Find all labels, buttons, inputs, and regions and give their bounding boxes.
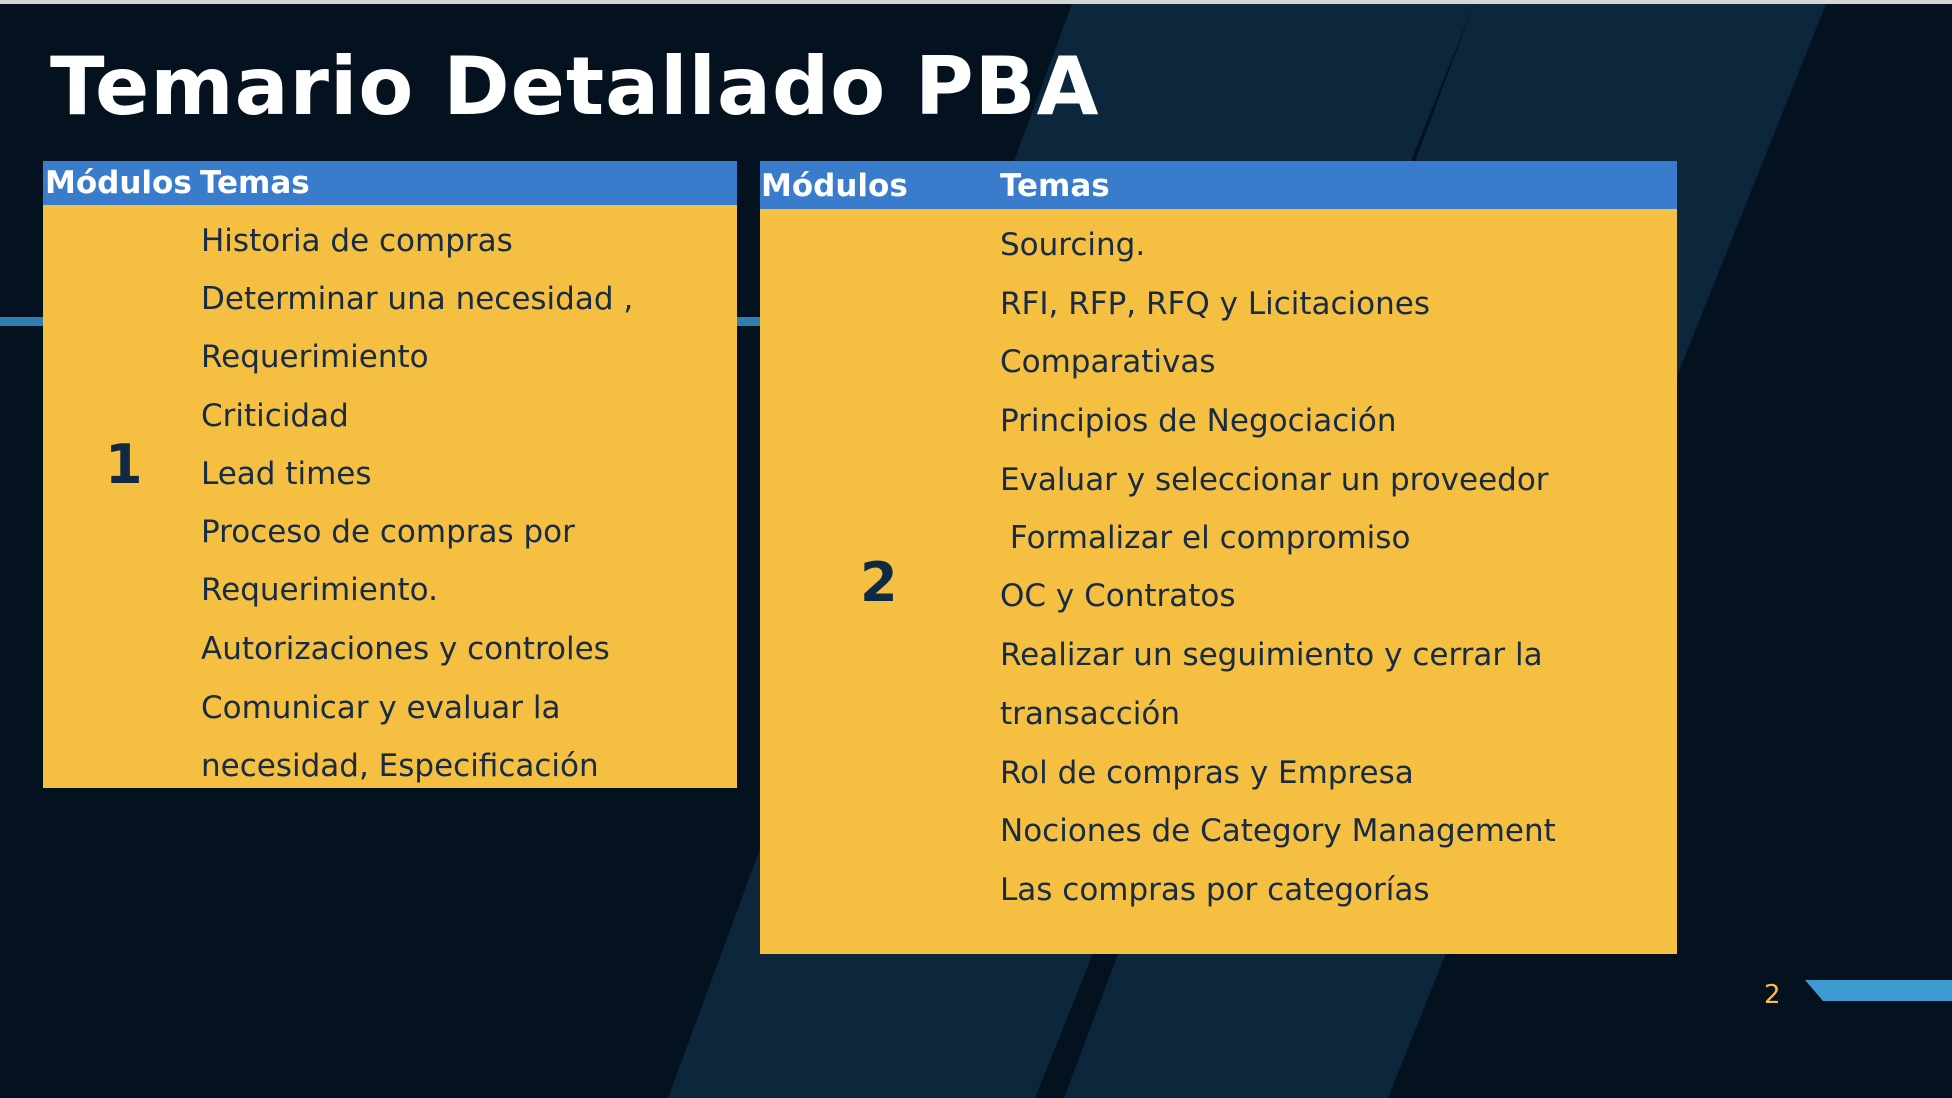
topic-item: OC y Contratos xyxy=(1000,578,1236,614)
page-title: Temario Detallado PBA xyxy=(50,40,1100,133)
topic-item: Formalizar el compromiso xyxy=(1000,520,1411,556)
module-number: 1 xyxy=(105,433,143,496)
header-temas: Temas xyxy=(200,165,310,201)
topic-item: Autorizaciones y controles xyxy=(201,631,610,667)
topic-item: Historia de compras xyxy=(201,223,513,259)
accent-line-middle xyxy=(737,317,761,326)
topic-item: transacción xyxy=(1000,696,1181,732)
module-number: 2 xyxy=(860,551,898,614)
table-header xyxy=(760,161,1677,209)
topic-item: Las compras por categorías xyxy=(1000,872,1430,908)
topic-item: Determinar una necesidad , xyxy=(201,281,634,317)
header-temas: Temas xyxy=(1000,168,1110,204)
page-number: 2 xyxy=(1764,980,1781,1010)
page-accent-bar xyxy=(1805,980,1952,1001)
module-table-2 xyxy=(760,161,1677,954)
accent-line-left xyxy=(0,317,44,326)
topic-item: Evaluar y seleccionar un proveedor xyxy=(1000,462,1549,498)
topic-item: Criticidad xyxy=(201,398,349,434)
topic-item: Realizar un seguimiento y cerrar la xyxy=(1000,637,1543,673)
header-modulos: Módulos xyxy=(45,165,192,201)
table-header xyxy=(43,161,737,205)
topic-item: Sourcing. xyxy=(1000,227,1146,263)
topic-item: Requerimiento. xyxy=(201,572,438,608)
topic-item: Rol de compras y Empresa xyxy=(1000,755,1414,791)
topic-item: Requerimiento xyxy=(201,339,429,375)
topic-item: Lead times xyxy=(201,456,372,492)
module-table-1 xyxy=(43,161,737,788)
topic-item: Nociones de Category Management xyxy=(1000,813,1556,849)
topic-item: RFI, RFP, RFQ y Licitaciones xyxy=(1000,286,1431,322)
topic-item: Principios de Negociación xyxy=(1000,403,1397,439)
topic-item: Comparativas xyxy=(1000,344,1216,380)
topic-item: necesidad, Especificación xyxy=(201,748,599,784)
topic-item: Proceso de compras por xyxy=(201,514,575,550)
header-modulos: Módulos xyxy=(761,168,908,204)
topic-item: Comunicar y evaluar la xyxy=(201,690,561,726)
slide xyxy=(0,4,1952,1098)
